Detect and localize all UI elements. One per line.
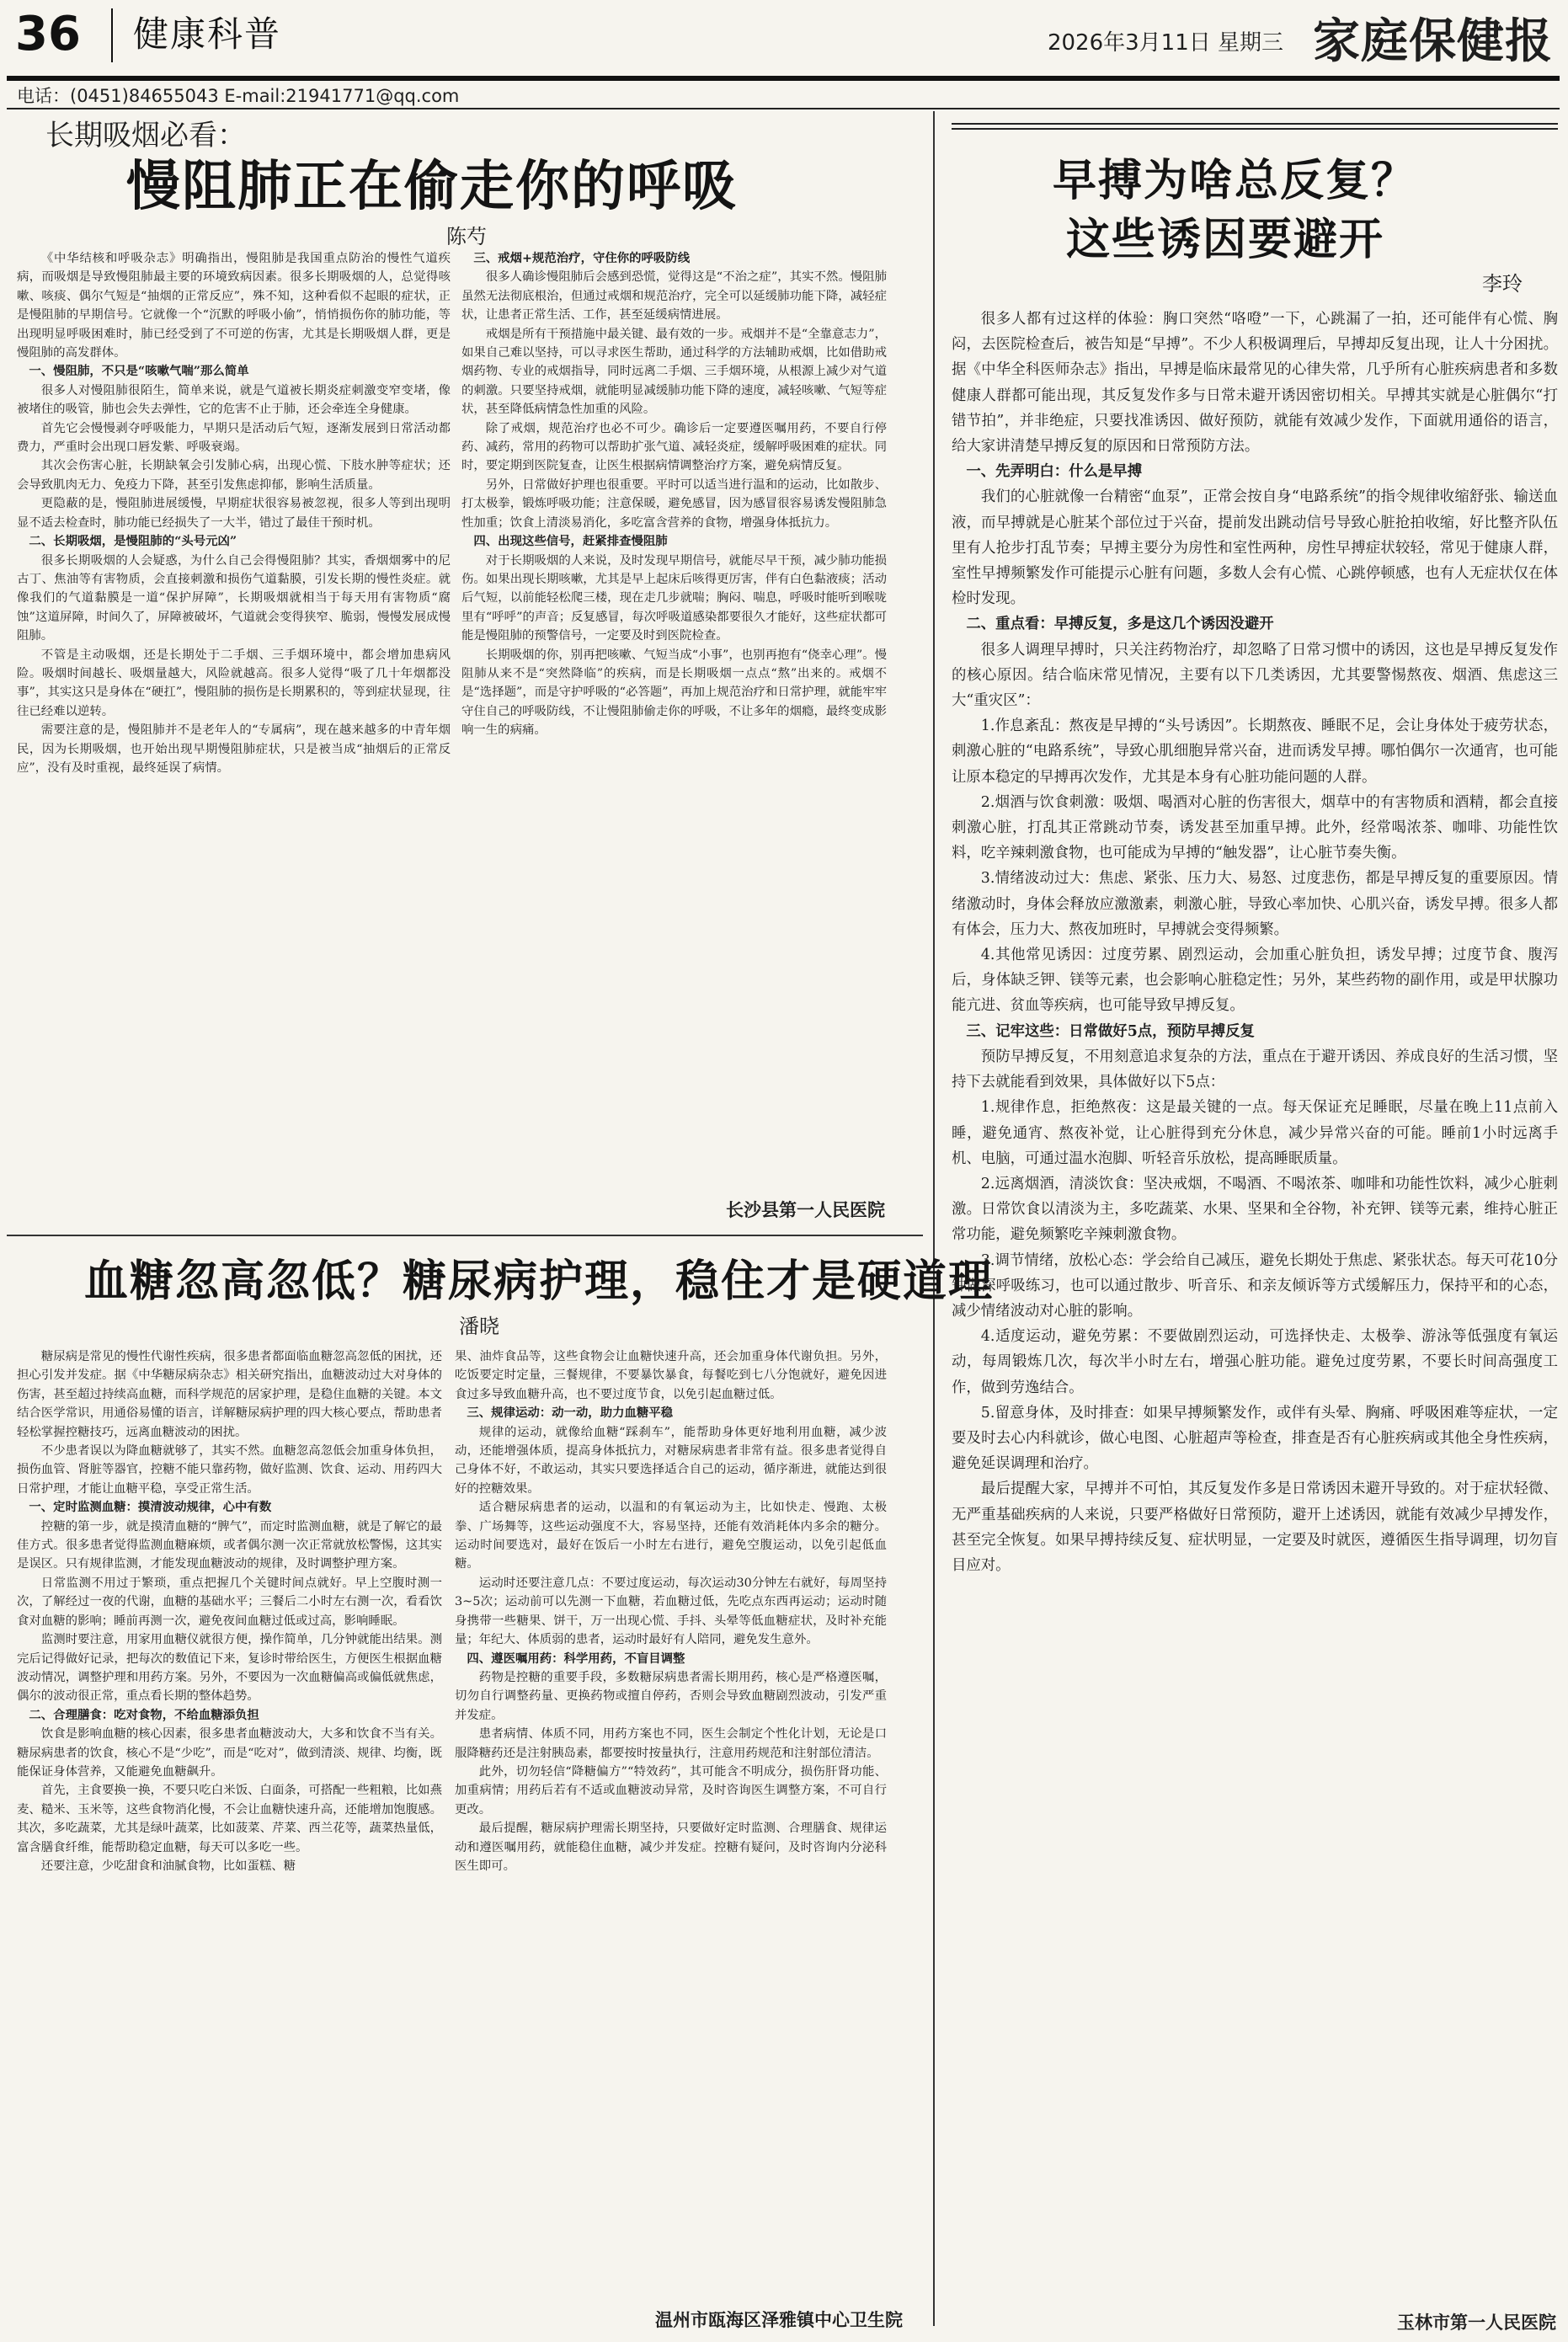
paragraph: 对于长期吸烟的人来说，及时发现早期信号，就能尽早干预，减少肺功能损伤。如果出现长期咳嗽，尤其是早上起床后咳得更厉害，伴有白色黏液痰；活动后气短，以前能轻松爬三楼，现在走几步就喘；胸闷、喘息，呼吸时能听到喉咙里有“呼呼”的声音；反复感冒，每次呼吸道感染都要很久才能好，这些症状都可能是慢阻肺的预警信号，一定要及时到医院检查。 bbox=[461, 553, 887, 643]
paragraph: 1.规律作息，拒绝熬夜：这是最关键的一点。每天保证充足睡眠，尽量在晚上11点前入睡，避免通宵、熬夜补觉，让心脏得到充分休息，减少异常兴奋的可能。睡前1小时远离手机、电脑，可通过温水泡脚、听轻音乐放松，提高睡眠质量。 bbox=[952, 1099, 1558, 1167]
section-heading: 二、长期吸烟，是慢阻肺的“头号元凶” bbox=[29, 534, 237, 549]
section-heading: 一、慢阻肺，不只是“咳嗽气喘”那么简单 bbox=[29, 364, 249, 379]
article3-body bbox=[952, 307, 1558, 2294]
paragraph: 不少患者误以为降血糖就够了，其实不然。血糖忽高忽低会加重身体负担，损伤血管、肾脏等器官，控糖不能只靠药物，做好监测、饮食、运动、用药四大日常护理，才能让血糖平稳，享受正常生活。 bbox=[17, 1444, 442, 1496]
article1-kicker: 长期吸烟必看： bbox=[45, 119, 246, 152]
section-name: 健康科普 bbox=[133, 13, 282, 55]
paragraph: 3.情绪波动过大：焦虑、紧张、压力大、易怒、过度悲伤，都是早搏反复的重要原因。情绪激动时，身体会释放应激激素，刺激心脏，导致心率加快、心肌兴奋，诱发早搏。很多人都有体会，压力大、熬夜加班时，早搏就会变得频繁。 bbox=[952, 870, 1558, 938]
paragraph: 日常监测不用过于繁琐，重点把握几个关键时间点就好。早上空腹时测一次，了解经过一夜的代谢，血糖的基础水平；三餐后二小时左右测一次，看看饮食对血糖的影响；睡前再测一次，避免夜间血糖过低或过高，影响睡眠。 bbox=[17, 1576, 442, 1628]
newspaper-name: 家庭保健报 bbox=[1313, 13, 1553, 69]
article2-column-1 bbox=[17, 1347, 442, 2282]
paragraph: 患者病情、体质不同，用药方案也不同，医生会制定个性化计划，无论是口服降糖药还是注射胰岛素，都要按时按量执行，注意用药规范和注射部位清洁。 bbox=[455, 1727, 887, 1760]
page-header bbox=[7, 0, 1561, 77]
article3-title-line2: 这些诱因要避开 bbox=[1066, 214, 1385, 265]
paragraph: 4.适度运动，避免劳累：不要做剧烈运动，可选择快走、太极拳、游泳等低强度有氧运动，每周锻炼几次，每次半小时左右，增强心脏功能。避免过度劳累，不要长时间高强度工作，做到劳逸结合。 bbox=[952, 1328, 1558, 1396]
paragraph: 很多人确诊慢阻肺后会感到恐慌，觉得这是“不治之症”，其实不然。慢阻肺虽然无法彻底根治，但通过戒烟和规范治疗，完全可以延缓肺功能下降，减轻症状，让患者正常生活、工作，甚至延缓病情进展。 bbox=[461, 270, 887, 323]
header-rule bbox=[7, 76, 1560, 81]
paragraph: 长期吸烟的你，别再把咳嗽、气短当成“小事”，也别再抱有“侥幸心理”。慢阻肺从来不是“突然降临”的疾病，而是长期吸烟一点点“熬”出来的。戒烟不是“选择题”，而是守护呼吸的“必答题”，再加上规范治疗和日常护理，就能牢牢守住自己的呼吸防线，不让慢阻肺偷走你的呼吸，不让多年的烟瘾，最终变成影响一生的病痛。 bbox=[461, 648, 887, 738]
article1-source: 长沙县第一人民医院 bbox=[726, 1200, 885, 1220]
header-divider bbox=[111, 8, 113, 62]
paragraph: 药物是控糖的重要手段，多数糖尿病患者需长期用药，核心是严格遵医嘱，切勿自行调整药量、更换药物或擅自停药，否则会导致血糖剧烈波动，引发严重并发症。 bbox=[455, 1670, 887, 1722]
paragraph: 运动时还要注意几点：不要过度运动，每次运动30分钟左右就好，每周坚持3~5次；运动前可以先测一下血糖，若血糖过低，先吃点东西再运动；运动时随身携带一些糖果、饼干，万一出现心慌、手抖、头晕等低血糖症状，及时补充能量；年纪大、体质弱的患者，运动时最好有人陪同，避免发生意外。 bbox=[455, 1576, 887, 1647]
paragraph: 最后提醒，糖尿病护理需长期坚持，只要做好定时监测、合理膳食、规律运动和遵医嘱用药，就能稳住血糖，减少并发症。控糖有疑问，及时咨询内分泌科医生即可。 bbox=[455, 1822, 887, 1873]
paragraph: 此外，切勿轻信“降糖偏方”“特效药”，其可能含不明成分，损伤肝肾功能、加重病情；用药后若有不适或血糖波动异常，及时咨询医生调整方案，不可自行更改。 bbox=[455, 1764, 887, 1817]
paragraph: 更隐蔽的是，慢阻肺进展缓慢，早期症状很容易被忽视，很多人等到出现明显不适去检查时，肺功能已经损失了一大半，错过了最佳干预时机。 bbox=[17, 497, 451, 530]
paragraph: 除了戒烟，规范治疗也必不可少。确诊后一定要遵医嘱用药，不要自行停药、减药，常用的药物可以帮助扩张气道、减轻炎症，缓解呼吸困难的症状。同时，要定期到医院复查，让医生根据病情调整治疗方案，避免病情反复。 bbox=[461, 421, 887, 473]
paragraph: 需要注意的是，慢阻肺并不是老年人的“专属病”，现在越来越多的中青年烟民，因为长期吸烟，也开始出现早期慢阻肺症状，只是被当成“抽烟后的正常反应”，没有及时重视，最终延误了病情。 bbox=[17, 723, 451, 775]
page-number: 36 bbox=[15, 7, 81, 61]
paragraph: 5.留意身体，及时排查：如果早搏频繁发作，或伴有头晕、胸痛、呼吸困难等症状，一定要及时去心内科就诊，做心电图、心脏超声等检查，排查是否有心脏疾病或其他全身性疾病，避免延误调理和治疗。 bbox=[952, 1404, 1558, 1473]
paragraph: 戒烟是所有干预措施中最关键、最有效的一步。戒烟并不是“全靠意志力”，如果自己难以坚持，可以寻求医生帮助，通过科学的方法辅助戒烟，比如借助戒烟药物、专业的戒烟指导，同时远离二手烟、三手烟环境，从根源上减少对气道的刺激。只要坚持戒烟，就能明显减缓肺功能下降的速度，减轻咳嗽、气短等症状，甚至降低病情急性加重的风险。 bbox=[461, 327, 887, 417]
column-divider bbox=[933, 111, 935, 2326]
paragraph: 4.其他常见诱因：过度劳累、剧烈运动，会加重心脏负担，诱发早搏；过度节食、腹泻后，身体缺乏钾、镁等元素，也会影响心脏稳定性；另外，某些药物的副作用，或是甲状腺功能亢进、贫血等疾病，也可能导致早搏反复。 bbox=[952, 947, 1558, 1015]
paragraph: 很多人对慢阻肺很陌生，简单来说，就是气道被长期炎症刺激变窄变堵，像被堵住的吸管，肺也会失去弹性，它的危害不止于肺，还会牵连全身健康。 bbox=[17, 383, 451, 417]
paragraph: 其次会伤害心脏，长期缺氧会引发肺心病，出现心慌、下肢水肿等症状；还会导致肌肉无力、免疫力下降，甚至引发焦虑抑郁，影响生活质量。 bbox=[17, 459, 451, 492]
article1-column-2 bbox=[461, 249, 887, 1233]
paragraph: 1.作息紊乱：熬夜是早搏的“头号诱因”。长期熬夜、睡眠不足，会让身体处于疲劳状态，刺激心脏的“电路系统”，导致心肌细胞异常兴奋，进而诱发早搏。哪怕偶尔一次通宵，也可能让原本稳定的早搏再次发作，尤其是本身有心脏功能问题的人群。 bbox=[952, 718, 1558, 786]
paragraph: 监测时要注意，用家用血糖仪就很方便，操作简单，几分钟就能出结果。测完后记得做好记录，把每次的数值记下来，复诊时带给医生，方便医生根据血糖波动情况，调整护理和用药方案。另外，不要因为一次血糖偏高或偏低就焦虑，偶尔的波动很正常，重点看长期的整体趋势。 bbox=[17, 1633, 442, 1704]
contact-rule bbox=[7, 108, 1560, 109]
paragraph: 2.烟酒与饮食刺激：吸烟、喝酒对心脏的伤害很大，烟草中的有害物质和酒精，都会直接刺激心脏，打乱其正常跳动节奏，诱发甚至加重早搏。此外，经常喝浓茶、咖啡、功能性饮料，吃辛辣刺激食物，也可能成为早搏的“触发器”，让心脏节奏失衡。 bbox=[952, 793, 1558, 862]
section-heading: 四、遵医嘱用药：科学用药，不盲目调整 bbox=[467, 1651, 685, 1666]
article3-title-line1: 早搏为啥总反复？ bbox=[1053, 155, 1417, 206]
paragraph: 糖尿病是常见的慢性代谢性疾病，很多患者都面临血糖忽高忽低的困扰，还担心引发并发症。据《中华糖尿病杂志》相关研究指出，血糖波动过大对身体的伤害，甚至超过持续高血糖，而科学规范的居家护理，是稳住血糖的关键。本文结合医学常识，用通俗易懂的语言，详解糖尿病护理的四大核心要点，帮助患者轻松掌握控糖技巧，远离血糖波动的困扰。 bbox=[17, 1350, 442, 1439]
section-heading: 二、合理膳食：吃对食物，不给血糖添负担 bbox=[29, 1707, 259, 1722]
section-heading: 一、先弄明白：什么是早搏 bbox=[966, 463, 1143, 481]
article2-column-2 bbox=[455, 1347, 887, 2282]
paragraph: 另外，日常做好护理也很重要。平时可以适当进行温和的运动，比如散步、打太极拳，锻炼呼吸功能；注意保暖，避免感冒，因为感冒很容易诱发慢阻肺急性加重；饮食上清淡易消化，多吃富含营养的食物，增强身体抵抗力。 bbox=[461, 477, 887, 530]
paragraph: 饮食是影响血糖的核心因素，很多患者血糖波动大，大多和饮食不当有关。糖尿病患者的饮食，核心不是“少吃”，而是“吃对”，做到清淡、规律、均衡，既能保证身体营养，又能避免血糖飙升。 bbox=[17, 1727, 442, 1779]
paragraph: 首先它会慢慢剥夺呼吸能力，早期只是活动后气短，逐渐发展到日常活动都费力，严重时会出现口唇发紫、呼吸衰竭。 bbox=[17, 421, 451, 455]
paragraph: 我们的心脏就像一台精密“血泵”，正常会按自身“电路系统”的指令规律收缩舒张、输送血液，而早搏就是心脏某个部位过于兴奋，提前发出跳动信号导致心脏抢拍收缩，好比整齐队伍里有人抢步打乱节奏；早搏主要分为房性和室性两种，房性早搏症状较轻，常见于健康人群，室性早搏频繁发作可能提示心脏有问题，多数人会有心慌、心跳停顿感，也有人无症状仅在体检时发现。 bbox=[952, 488, 1558, 608]
article3-box bbox=[952, 123, 1558, 2338]
issue-date: 2026年3月11日 星期三 bbox=[1047, 30, 1283, 56]
section-heading: 四、出现这些信号，赶紧排查慢阻肺 bbox=[473, 534, 668, 549]
paragraph: 规律的运动，就像给血糖“踩刹车”，能帮助身体更好地利用血糖，减少波动，还能增强体质，提高身体抵抗力，对糖尿病患者非常有益。很多患者觉得自己身体不好，不敢运动，其实只要选择适合自己的运动，循序渐进，就能达到很好的控糖效果。 bbox=[455, 1425, 887, 1496]
section-heading: 三、戒烟+规范治疗，守住你的呼吸防线 bbox=[473, 251, 691, 265]
paragraph: 很多人都有过这样的体验：胸口突然“咯噔”一下，心跳漏了一拍，还可能伴有心慌、胸闷，去医院检查后，被告知是“早搏”。不少人积极调理后，早搏却反复出现，让人十分困扰。据《中华全科医师杂志》指出，早搏是临床最常见的心律失常，几乎所有心脏疾病患者和多数健康人群都可能出现，其反复发作多与日常未避开诱因密切相关。早搏其实就是心脏偶尔“打错节拍”，并非绝症，只要找准诱因、做好预防，就能有效减少发作，下面就用通俗的语言，给大家讲清楚早搏反复的原因和日常预防方法。 bbox=[952, 311, 1558, 456]
article1-author: 陈芍 bbox=[446, 225, 487, 248]
paragraph: 首先，主食要换一换，不要只吃白米饭、白面条，可搭配一些粗粮，比如燕麦、糙米、玉米等，这些食物消化慢，不会让血糖快速升高，还能增加饱腹感。其次，多吃蔬菜，尤其是绿叶蔬菜，比如菠菜、芹菜、西兰花等，蔬菜热量低，富含膳食纤维，能帮助稳定血糖，每天可以多吃一些。 bbox=[17, 1784, 442, 1854]
section-heading: 三、记牢这些：日常做好5点，预防早搏反复 bbox=[966, 1022, 1255, 1040]
paragraph: 很多长期吸烟的人会疑惑，为什么自己会得慢阻肺？其实，香烟烟雾中的尼古丁、焦油等有害物质，会直接刺激和损伤气道黏膜，引发长期的慢性炎症。就像我们的气道黏膜是一道“保护屏障”，长期吸烟就相当于每天用有害物质“腐蚀”这道屏障，时间久了，屏障被破坏，气道就会变得狭窄、脆弱，慢慢发展成慢阻肺。 bbox=[17, 553, 451, 643]
article2-author: 潘晓 bbox=[459, 1315, 499, 1338]
section-heading: 一、定时监测血糖：摸清波动规律，心中有数 bbox=[29, 1500, 272, 1515]
section-heading: 二、重点看：早搏反复，多是这几个诱因没避开 bbox=[966, 616, 1274, 633]
paragraph: 适合糖尿病患者的运动，以温和的有氧运动为主，比如快走、慢跑、太极拳、广场舞等，这些运动强度不大，容易坚持，还能有效消耗体内多余的糖分。运动时间要选对，最好在饭后一小时左右进行，避免空腹运动，以免引起低血糖。 bbox=[455, 1501, 887, 1571]
article3-top-rule bbox=[952, 123, 1558, 130]
paragraph: 控糖的第一步，就是摸清血糖的“脾气”，而定时监测血糖，就是了解它的最佳方式。很多患者觉得监测血糖麻烦，或者偶尔测一次正常就放松警惕，这其实是误区。只有规律监测，才能发现血糖波动的规律，及时调整护理方案。 bbox=[17, 1519, 442, 1571]
contact-line: 电话：(0451)84655043 E-mail:21941771@qq.com bbox=[17, 86, 460, 106]
paragraph: 最后提醒大家，早搏并不可怕，其反复发作多是日常诱因未避开导致的。对于症状轻微、无严重基础疾病的人来说，只要严格做好日常预防，避开上述诱因，就能有效减少早搏发作，甚至完全恢复。如果早搏持续反复、症状明显，一定要及时就医，遵循医生指导调理，切勿盲目应对。 bbox=[952, 1480, 1558, 1574]
paragraph: 不管是主动吸烟，还是长期处于二手烟、三手烟环境中，都会增加患病风险。吸烟时间越长、吸烟量越大，风险就越高。很多人觉得“吸了几十年烟都没事”，其实这只是身体在“硬扛”，慢阻肺的损伤是长期累积的，等到症状显现，往往已经难以逆转。 bbox=[17, 648, 451, 718]
article2-title: 血糖忽高忽低？糖尿病护理，稳住才是硬道理 bbox=[84, 1256, 995, 1307]
paragraph: 2.远离烟酒，清淡饮食：坚决戒烟，不喝酒、不喝浓茶、咖啡和功能性饮料，减少心脏刺激。日常饮食以清淡为主，多吃蔬菜、水果、坚果和全谷物，补充钾、镁等元素，维持心脏正常功能，避免频繁吃辛辣刺激食物。 bbox=[952, 1175, 1558, 1244]
paragraph: 《中华结核和呼吸杂志》明确指出，慢阻肺是我国重点防治的慢性气道疾病，而吸烟是导致慢阻肺最主要的环境致病因素。很多长期吸烟的人，总觉得咳嗽、咳痰、偶尔气短是“抽烟的正常反应”，殊不知，这种看似不起眼的症状，正是慢阻肺的早期信号。它就像一个“沉默的呼吸小偷”，悄悄损伤你的肺功能，等出现明显呼吸困难时，肺已经受到了不可逆的伤害，尤其是长期吸烟人群，更是慢阻肺的高发群体。 bbox=[17, 252, 451, 360]
paragraph: 预防早搏反复，不用刻意追求复杂的方法，重点在于避开诱因、养成良好的生活习惯，坚持下去就能看到效果，具体做好以下5点： bbox=[952, 1048, 1558, 1091]
article3-source: 玉林市第一人民医院 bbox=[1397, 2313, 1556, 2333]
paragraph: 3.调节情绪，放松心态：学会给自己减压，避免长期处于焦虑、紧张状态。每天可花10分钟做深呼吸练习，也可以通过散步、听音乐、和亲友倾诉等方式缓解压力，保持平和的心态，减少情绪波动对心脏的影响。 bbox=[952, 1251, 1558, 1320]
article1-title: 慢阻肺正在偷走你的呼吸 bbox=[126, 155, 738, 218]
article3-author: 李玲 bbox=[1482, 272, 1523, 296]
paragraph: 果、油炸食品等，这些食物会让血糖快速升高，还会加重身体代谢负担。另外，吃饭要定时定量，三餐规律，不要暴饮暴食，每餐吃到七八分饱就好，避免因进食过多导致血糖升高，也不要过度节食，以免引起血糖过低。 bbox=[455, 1350, 887, 1401]
article-divider bbox=[7, 1235, 923, 1236]
paragraph: 很多人调理早搏时，只关注药物治疗，却忽略了日常习惯中的诱因，这也是早搏反复发作的核心原因。结合临床常见情况，主要有以下几类诱因，尤其要警惕熬夜、烟酒、焦虑这三大“重灾区”： bbox=[952, 641, 1558, 710]
article1-column-1 bbox=[17, 249, 451, 1233]
paragraph: 还要注意，少吃甜食和油腻食物，比如蛋糕、糖 bbox=[40, 1859, 296, 1873]
section-heading: 三、规律运动：动一动，助力血糖平稳 bbox=[467, 1406, 674, 1421]
article2-source: 温州市瓯海区泽雅镇中心卫生院 bbox=[655, 2310, 903, 2330]
